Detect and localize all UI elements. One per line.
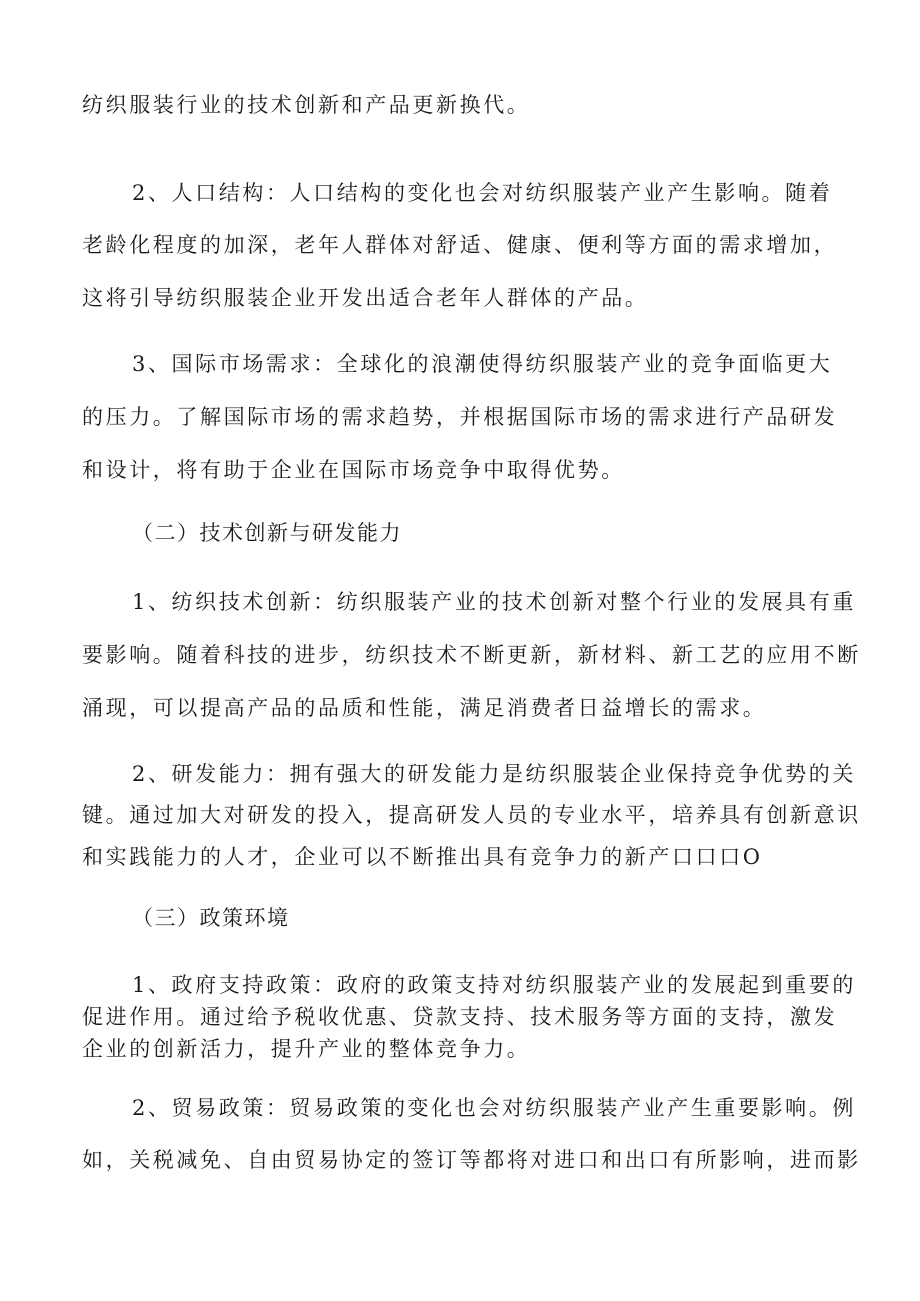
paragraph-line: 如，关税减免、自由贸易协定的签订等都将对进口和出口有所影响，进而影 xyxy=(82,1148,861,1172)
paragraph-line: 2、人口结构：人口结构的变化也会对纺织服装产业产生影响。随着 xyxy=(132,181,833,205)
paragraph-line: 纺织服装行业的技术创新和产品更新换代。 xyxy=(82,93,531,117)
paragraph-line: 老龄化程度的加深，老年人群体对舒适、健康、便利等方面的需求增加， xyxy=(82,233,838,257)
section-heading: （三）政策环境 xyxy=(132,906,290,930)
paragraph-line: 2、研发能力：拥有强大的研发能力是纺织服装企业保持竞争优势的关 xyxy=(132,762,856,786)
paragraph-line: 3、国际市场需求：全球化的浪潮使得纺织服装产业的竞争面临更大 xyxy=(132,352,833,376)
paragraph-line: 涌现，可以提高产品的品质和性能，满足消费者日益增长的需求。 xyxy=(82,696,767,720)
paragraph-line: 2、贸易政策：贸易政策的变化也会对纺织服装产业产生重要影响。例 xyxy=(132,1096,856,1120)
section-heading: （二）技术创新与研发能力 xyxy=(132,521,402,545)
paragraph-line: 键。通过加大对研发的投入，提高研发人员的专业水平，培养具有创新意识 xyxy=(82,803,861,827)
paragraph-line: 这将引导纺织服装企业开发出适合老年人群体的产品。 xyxy=(82,286,649,310)
paragraph-line: 1、纺织技术创新：纺织服装产业的技术创新对整个行业的发展具有重 xyxy=(132,590,856,614)
paragraph-line: 1、政府支持政策：政府的政策支持对纺织服装产业的发展起到重要的 xyxy=(132,973,856,997)
paragraph-line: 促进作用。通过给予税收优惠、贷款支持、技术服务等方面的支持，激发 xyxy=(82,1005,838,1029)
paragraph-line: 和实践能力的人才，企业可以不断推出具有竞争力的新产口口口O xyxy=(82,845,763,869)
paragraph-line: 要影响。随着科技的进步，纺织技术不断更新，新材料、新工艺的应用不断 xyxy=(82,643,861,667)
paragraph-line: 和设计，将有助于企业在国际市场竞争中取得优势。 xyxy=(82,458,625,482)
paragraph-line: 企业的创新活力，提升产业的整体竞争力。 xyxy=(82,1037,531,1061)
paragraph-line: 的压力。了解国际市场的需求趋势，并根据国际市场的需求进行产品研发 xyxy=(82,405,838,429)
